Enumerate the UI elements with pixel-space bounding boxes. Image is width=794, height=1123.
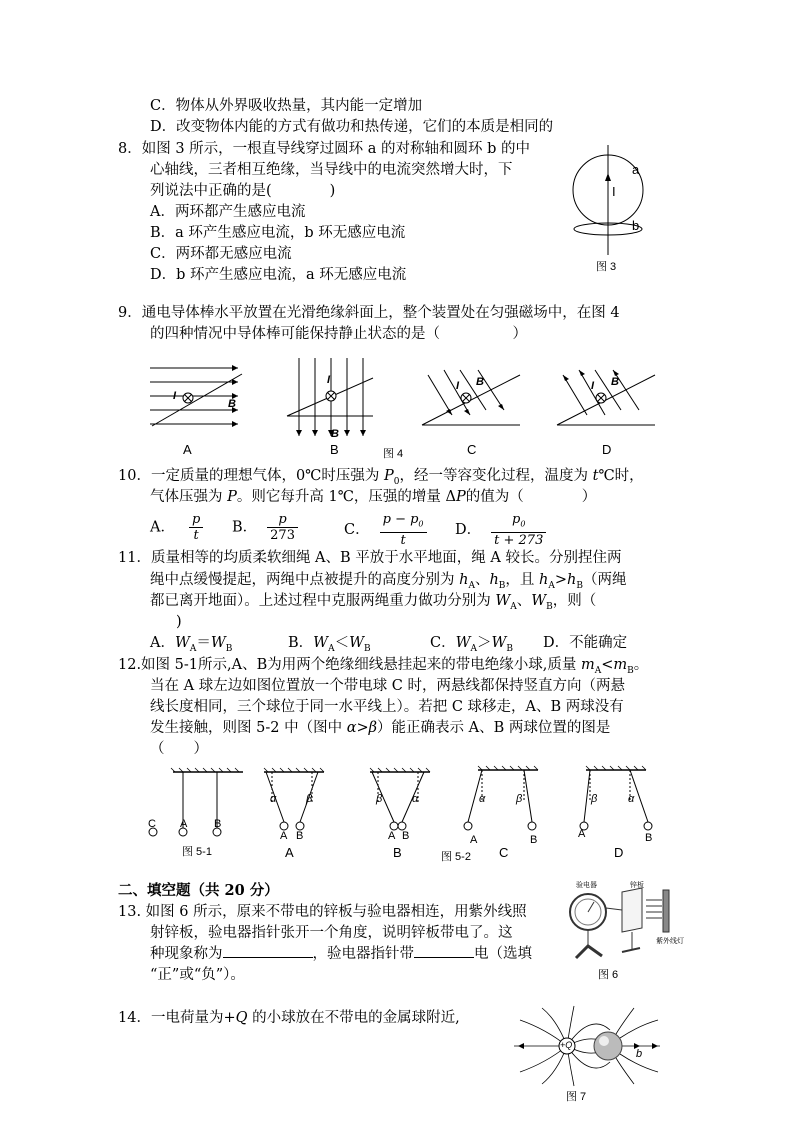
figure-6-photoelectric (566, 878, 686, 963)
fig5-1-pendulums (145, 768, 245, 838)
q13-stem-line1: 13. 如图 6 所示，原来不带电的锌板与验电器相连，用紫外线照 (118, 904, 527, 920)
q13-stem-line4: “正”或“负”）。 (150, 967, 245, 983)
q10-stem-line1: 10．一定质量的理想气体，0℃时压强为 $P_0$，经一等容变化过程，温度为 t℃时， (118, 468, 644, 487)
fig5-2-panel-d (572, 766, 662, 836)
fig7-label-charge: +Q (560, 1040, 573, 1050)
q7-option-d: D．改变物体内能的方式有做功和热传递，它们的本质是相同的 (150, 119, 554, 135)
fig5-2c-beta: β (516, 793, 523, 805)
q8-option-a: A．两环都产生感应电流 (150, 204, 306, 220)
fig5-2c-ball-a: A (470, 834, 478, 846)
fig4-label-b: B (330, 442, 339, 457)
q11-option-c: C．$W_A>W_B$ (430, 635, 514, 654)
q12-stem-line3: 线长度相同，三个球位于同一水平线上）。若把 C 球移走，A、B 两球没有 (150, 699, 624, 715)
figure-7-field-lines (512, 1006, 662, 1088)
fig5-2a-ball-a: A (280, 830, 288, 842)
fig5-1-label-b: B (214, 818, 222, 830)
fig5-2b-ball-b: B (402, 830, 410, 842)
fig5-2d-ball-a: A (578, 828, 586, 840)
fig6-label-electroscope: 验电器 (576, 882, 597, 889)
figure-3-ring-diagram (570, 135, 650, 260)
q10-stem-line2: 气体压强为 P。则它每升高 1℃，压强的增量 ΔP的值为（ ） (150, 489, 597, 505)
q12-stem-line1: 12.如图 5-1所示,A、B为用两个绝缘细线悬挂起来的带电绝缘小球,质量 $m_A<m_B$。 (118, 657, 649, 676)
fig5-2d-alpha: α (628, 793, 635, 805)
fig5-2b-beta: β (376, 793, 383, 805)
q8-option-c: C．两环都无感应电流 (150, 246, 292, 262)
fig5-2a-beta: β (306, 793, 313, 805)
q11-option-d: D．不能确定 (543, 635, 628, 651)
q12-stem-line2: 当在 A 球左边如图位置放一个带电球 C 时，两悬线都保持竖直方向（两悬 (150, 678, 625, 694)
fig4-label-a: A (183, 442, 192, 457)
fig6-label-uv-lamp: 紫外线灯 (656, 938, 684, 945)
q13-answer-blank-2[interactable] (414, 957, 474, 958)
fig4c-label-current: I (456, 380, 460, 392)
fig5-2c-alpha: α (479, 793, 486, 805)
q11-option-a: A．$W_A=W_B$ (150, 635, 233, 654)
q13-stem-line3: 种现象称为 ，验电器指针带 电（选填 (150, 946, 532, 962)
q11-stem-line4: ) (176, 614, 182, 630)
fig6-label-zinc-plate: 锌板 (630, 882, 644, 889)
fig5-1-label-c: C (148, 818, 156, 830)
q8-option-b: B．a 环产生感应电流，b 环无感应电流 (150, 225, 406, 241)
q11-stem-line2: 绳中点缓慢提起，两绳中点被提升的高度分别为 $h_A$、$h_B$，且 $h_A>h_B$（两绳 (150, 572, 627, 591)
q8-option-d: D．b 环产生感应电流，a 环无感应电流 (150, 267, 407, 283)
q8-stem-line1: 8．如图 3 所示，一根直导线穿过圆环 a 的对称轴和圆环 b 的中 (118, 141, 531, 157)
fig4b-label-field: B (331, 428, 339, 440)
q8-stem-line3: 列说法中正确的是( ) (150, 183, 336, 199)
q13-stem-line2: 射锌板，验电器指针张开一个角度，说明锌板带电了。这 (150, 925, 513, 941)
fig7-caption: 图 7 (566, 1091, 587, 1103)
fig4-panel-c (420, 370, 530, 430)
q11-option-b: B．$W_A<W_B$ (288, 635, 371, 654)
fig3-caption: 图 3 (596, 261, 617, 273)
fig4c-label-field: B (476, 376, 484, 388)
fig5-2c-ball-b: B (530, 834, 538, 846)
fig5-2d-beta: β (591, 793, 598, 805)
q13-answer-blank-1[interactable] (223, 957, 313, 958)
fig6-caption: 图 6 (598, 969, 619, 981)
fig5-2-label-c: C (499, 845, 509, 860)
fig5-2d-ball-b: B (645, 832, 653, 844)
fig4-label-d: D (602, 442, 612, 457)
q10-option-b: B． $\frac{p}{273}$ (232, 512, 298, 543)
fig5-2a-ball-b: B (296, 830, 304, 842)
q11-stem-line3: 都已离开地面）。上述过程中克服两绳重力做功分别为 $W_A$、$W_B$，则（ (150, 593, 597, 612)
fig5-2a-alpha: α (270, 793, 277, 805)
q14-stem-line1: 14．一电荷量为+Q 的小球放在不带电的金属球附近, (118, 1010, 460, 1026)
fig3-label-a: a (632, 162, 640, 177)
fig3-label-b: b (632, 218, 640, 233)
q11-stem-line1: 11．质量相等的均质柔软细绳 A、B 平放于水平地面，绳 A 较长。分别捏住两 (118, 550, 622, 566)
fig5-2-label-d: D (614, 845, 624, 860)
fig4-panel-d (555, 370, 665, 430)
q9-stem-line1: 9．通电导体棒水平放置在光滑绝缘斜面上，整个装置处在匀强磁场中，在图 4 (118, 305, 620, 321)
fig4-caption: 图 4 (383, 448, 404, 460)
q10-option-c: C． $\frac{p - p_0}{t}$ (344, 512, 427, 548)
fig7-label-b: b (636, 1048, 643, 1060)
q10-option-d: D． $\frac{p_0}{t + 273}$ (455, 512, 546, 548)
fig5-2b-ball-a: A (388, 830, 396, 842)
fig5-2-caption: 图 5-2 (441, 851, 471, 863)
fig4d-label-field: B (611, 376, 619, 388)
fig5-2-label-b: B (393, 845, 402, 860)
fig4a-label-field: B (228, 398, 236, 410)
section-title-fill-in: 二、填空题（共 20 分） (118, 882, 279, 899)
fig3-label-current: I (612, 184, 616, 199)
fig5-2-label-a: A (285, 845, 294, 860)
q12-stem-line5: （ ） (150, 741, 208, 757)
fig4-label-c: C (467, 442, 477, 457)
q10-option-a: A． $\frac{p}{t}$ (150, 512, 203, 543)
fig4a-label-current: I (173, 390, 177, 402)
fig5-2-panel-c (460, 766, 555, 836)
fig4b-label-current: I (327, 374, 331, 386)
q8-stem-line2: 心轴线，三者相互绝缘，当导线中的电流突然增大时，下 (150, 162, 513, 178)
q12-stem-line4: 发生接触，则图 5-2 中（图中 α>β）能正确表示 A、B 两球位置的图是 (150, 720, 611, 736)
fig5-1-caption: 图 5-1 (182, 846, 212, 858)
q7-option-c: C．物体从外界吸收热量，其内能一定增加 (150, 98, 423, 114)
fig5-1-label-a: A (180, 818, 188, 830)
q9-stem-line2: 的四种情况中导体棒可能保持静止状态的是（ ） (150, 326, 527, 342)
fig4d-label-current: I (591, 380, 595, 392)
fig5-2b-alpha: α (412, 793, 419, 805)
